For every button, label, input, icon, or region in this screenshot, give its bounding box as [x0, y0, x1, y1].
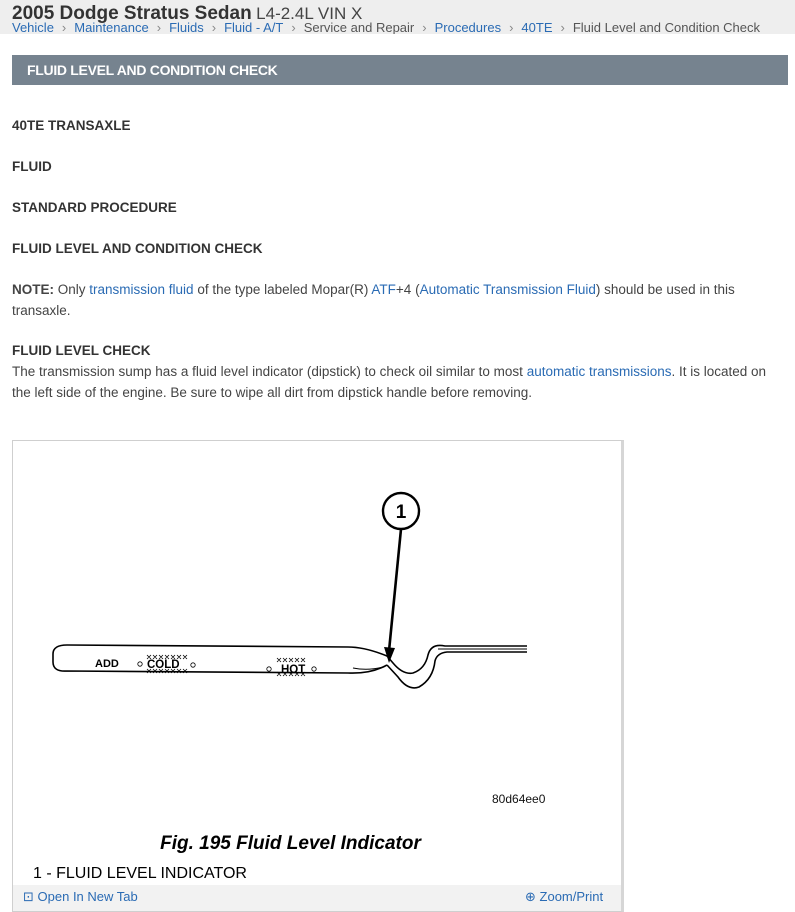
top-bar [0, 0, 795, 34]
breadcrumb-separator: › [509, 20, 514, 34]
breadcrumb-service-repair: Service and Repair [303, 20, 415, 34]
heading-40te-transaxle: 40TE TRANSAXLE [12, 118, 131, 133]
figure-fluid-level-indicator [12, 440, 624, 912]
breadcrumb-separator: › [560, 20, 565, 34]
breadcrumb-separator: › [211, 20, 217, 34]
zoom-icon: ⊕ [525, 889, 536, 904]
breadcrumb-separator: › [291, 20, 296, 34]
heading-fluid-level-condition: FLUID LEVEL AND CONDITION CHECK [12, 241, 263, 256]
breadcrumb-fluids[interactable]: Fluids [169, 20, 204, 34]
breadcrumb-vehicle[interactable]: Vehicle [12, 20, 54, 34]
section-header [12, 55, 788, 85]
note-paragraph [12, 279, 787, 321]
link-atf[interactable]: ATF [371, 282, 396, 297]
breadcrumb-separator: › [61, 20, 67, 34]
section-title: FLUID LEVEL AND CONDITION CHECK [27, 62, 278, 78]
note-text: of the type labeled Mopar(R) [193, 282, 372, 297]
figure-code: 80d64ee0 [492, 792, 546, 806]
breadcrumb-separator: › [156, 20, 162, 34]
link-transmission-fluid[interactable]: transmission fluid [89, 282, 194, 297]
breadcrumb-separator: › [422, 20, 427, 34]
heading-fluid-level-check: FLUID LEVEL CHECK [12, 343, 151, 358]
note-label: NOTE: [12, 282, 54, 297]
vehicle-engine: L4-2.4L VIN X [256, 4, 363, 23]
vehicle-title [12, 3, 362, 25]
heading-standard-procedure: STANDARD PROCEDURE [12, 200, 177, 215]
link-automatic-transmission-fluid[interactable]: Automatic Transmission Fluid [419, 282, 596, 297]
check-text: . It is located on the left side of the engine. Be sure to wipe all dirt from dipstick handle before removing. [12, 364, 767, 400]
check-paragraph [12, 361, 787, 403]
note-text: Only [54, 282, 90, 297]
breadcrumb-fluid-at[interactable]: Fluid - A/T [224, 20, 284, 34]
open-new-tab-icon: ⊡ [23, 889, 34, 904]
dipstick-illustration [13, 441, 621, 881]
label-add: ADD [95, 658, 119, 670]
label-cold: COLD [147, 659, 180, 671]
breadcrumb-current: Fluid Level and Condition Check [572, 20, 761, 34]
zoom-print-label: Zoom/Print [539, 889, 604, 904]
leader-line [389, 529, 401, 651]
figure-legend: 1 - FLUID LEVEL INDICATOR [33, 865, 247, 882]
open-new-tab-button[interactable] [23, 889, 138, 905]
open-new-tab-label: Open In New Tab [37, 889, 138, 904]
check-text: The transmission sump has a fluid level indicator (dipstick) to check oil similar to most [12, 364, 527, 379]
note-text: +4 ( [395, 282, 420, 297]
figure-caption: Fig. 195 Fluid Level Indicator [160, 833, 421, 854]
breadcrumb-procedures[interactable]: Procedures [434, 20, 502, 34]
breadcrumb-40te[interactable]: 40TE [521, 20, 553, 34]
label-hot: HOT [281, 664, 306, 676]
link-automatic-transmissions[interactable]: automatic transmissions [526, 364, 672, 379]
breadcrumb-maintenance[interactable]: Maintenance [74, 20, 149, 34]
note-text: ) should be used in this transaxle. [12, 282, 735, 318]
callout-number: 1 [395, 502, 407, 523]
heading-fluid: FLUID [12, 159, 52, 174]
vehicle-name: 2005 Dodge Stratus Sedan [12, 3, 252, 24]
zoom-print-button[interactable] [525, 889, 603, 905]
